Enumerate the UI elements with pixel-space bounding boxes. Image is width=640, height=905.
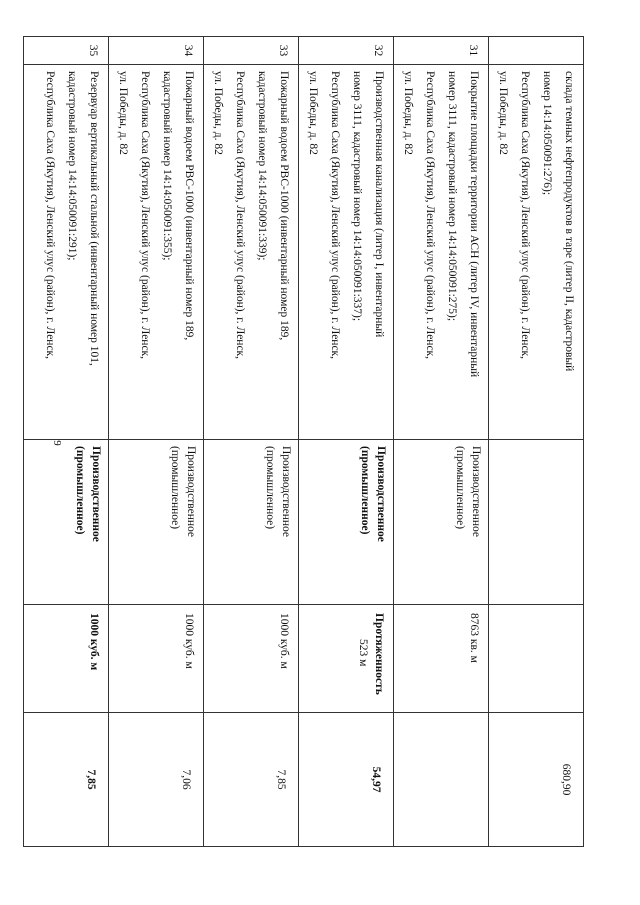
area-cell: 8763 кв. м — [394, 605, 489, 713]
table-row — [394, 37, 489, 847]
volume-cell: 1000 куб. м — [109, 605, 204, 713]
purpose-cell: Производственное (промышленное) — [24, 440, 109, 605]
object-description: Пожарный водоем РВС-1000 (инвентарный номер 189, кадастровый номер 14:14:050091:355); Республика Саха (Якутия), Ленский улус (район), г. Ленск, ул. Победы, д. 82 — [109, 65, 204, 440]
purpose-cell: Производственное (промышленное) — [109, 440, 204, 605]
row-number: 35 — [24, 37, 109, 65]
table-row — [109, 37, 204, 847]
page-number: 9 — [51, 440, 63, 446]
table-row — [24, 37, 109, 847]
area-cell — [489, 605, 584, 713]
value-cell: 54,97 — [299, 713, 394, 847]
table-row — [489, 37, 584, 847]
volume-cell: 1000 куб. м — [24, 605, 109, 713]
value-cell — [394, 713, 489, 847]
value-cell: 680,90 — [489, 713, 584, 847]
object-description: склада темных нефтепродуктов в таре (литер II, кадастровый номер 14:14:050091:276); Республика Саха (Якутия), Ленский улус (район), г. Ленск, ул. Победы, д. 82 — [489, 65, 584, 440]
rotated-property-table — [44, 36, 584, 846]
purpose-cell: Производственное (промышленное) — [394, 440, 489, 605]
row-number: 34 — [109, 37, 204, 65]
value-cell: 7,85 — [204, 713, 299, 847]
row-number: 31 — [394, 37, 489, 65]
row-number: 32 — [299, 37, 394, 65]
object-description: Резервуар вертикальный стальной (инвентарный номер 101, кадастровый номер 14:14:050091:291); Республика Саха (Якутия), Ленский улус (район), г. Ленск, — [24, 65, 109, 440]
object-description: Покрытие площадки территории АСН (литер IV, инвентарный номер 3111, кадастровый номер 14:14:050091:275); Республика Саха (Якутия), Ленский улус (район), г. Ленск, ул. Победы, д. 82 — [394, 65, 489, 440]
property-table — [23, 36, 584, 847]
purpose-cell: Производственное (промышленное) — [204, 440, 299, 605]
length-cell: Протяженность 523 м — [299, 605, 394, 713]
object-description: Пожарный водоем РВС-1000 (инвентарный номер 189, кадастровый номер 14:14:050091:339); Республика Саха (Якутия), Ленский улус (район), г. Ленск, ул. Победы, д. 82 — [204, 65, 299, 440]
object-description: Производственная канализация (литер I, инвентарный номер 3111, кадастровый номер 14:14:050091:337); Республика Саха (Якутия), Ленский улус (район), г. Ленск, ул. Победы, д. 82 — [299, 65, 394, 440]
volume-cell: 1000 куб. м — [204, 605, 299, 713]
value-cell: 7,85 — [24, 713, 109, 847]
table-row — [204, 37, 299, 847]
purpose-cell — [489, 440, 584, 605]
table-row — [299, 37, 394, 847]
row-number: 33 — [204, 37, 299, 65]
row-number — [489, 37, 584, 65]
value-cell: 7,06 — [109, 713, 204, 847]
purpose-cell: Производственное (промышленное) — [299, 440, 394, 605]
